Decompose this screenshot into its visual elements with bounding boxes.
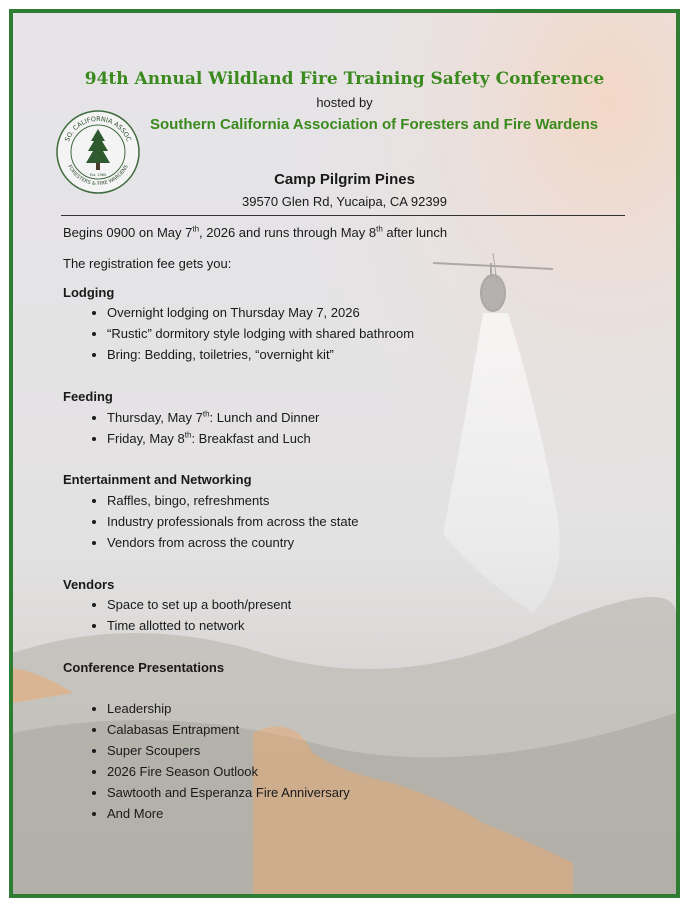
registration-intro: The registration fee gets you: xyxy=(63,256,232,271)
schedule-line: Begins 0900 on May 7th, 2026 and runs through May 8th after lunch xyxy=(63,224,448,240)
vendors-list xyxy=(63,594,291,636)
list-item: • “Rustic” dormitory style lodging with shared bathroom xyxy=(107,323,414,344)
organization-name: Southern California Association of Foresters and Fire Wardens xyxy=(150,116,599,133)
feeding-list xyxy=(63,407,319,449)
lodging-list xyxy=(63,302,414,365)
list-item: • 2026 Fire Season Outlook xyxy=(107,761,350,782)
list-item: • Leadership xyxy=(107,698,350,719)
flyer-frame xyxy=(9,9,680,898)
list-item: • Vendors from across the country xyxy=(107,532,358,553)
list-item: • Super Scoupers xyxy=(107,740,350,761)
seal-top-text: SO. CALIFORNIA ASSOC xyxy=(63,114,133,143)
divider xyxy=(61,215,625,216)
conference-title: 94th Annual Wildland Fire Training Safety Conference xyxy=(84,69,605,89)
list-item: • Overnight lodging on Thursday May 7, 2026 xyxy=(107,302,414,323)
flyer-content xyxy=(13,13,676,894)
list-item: • Friday, May 8th: Breakfast and Luch xyxy=(107,428,319,449)
hosted-by-label: hosted by xyxy=(316,95,373,110)
list-item: • Raffles, bingo, refreshments xyxy=(107,490,358,511)
list-item: • Bring: Bedding, toiletries, “overnight kit” xyxy=(107,344,414,365)
list-item: • Time allotted to network xyxy=(107,615,291,636)
lodging-heading: Lodging xyxy=(63,285,115,300)
list-item: • Thursday, May 7th: Lunch and Dinner xyxy=(107,407,319,428)
list-item: • Sawtooth and Esperanza Fire Anniversary xyxy=(107,782,350,803)
list-item: • Calabasas Entrapment xyxy=(107,719,350,740)
list-item: • Space to set up a booth/present xyxy=(107,594,291,615)
feeding-heading: Feeding xyxy=(63,389,113,404)
entertainment-list xyxy=(63,490,358,553)
seal-bottom-text: FORESTERS & FIRE WARDENS xyxy=(66,164,130,188)
venue-name: Camp Pilgrim Pines xyxy=(274,171,415,188)
presentations-list xyxy=(63,698,350,824)
list-item: • Industry professionals from across the state xyxy=(107,511,358,532)
list-item: • And More xyxy=(107,803,350,824)
entertainment-heading: Entertainment and Networking xyxy=(63,472,252,487)
venue-address: 39570 Glen Rd, Yucaipa, CA 92399 xyxy=(241,194,448,209)
seal-est-text: Est. 1960 xyxy=(89,173,107,177)
presentations-heading: Conference Presentations xyxy=(63,660,225,675)
vendors-heading: Vendors xyxy=(63,577,115,592)
